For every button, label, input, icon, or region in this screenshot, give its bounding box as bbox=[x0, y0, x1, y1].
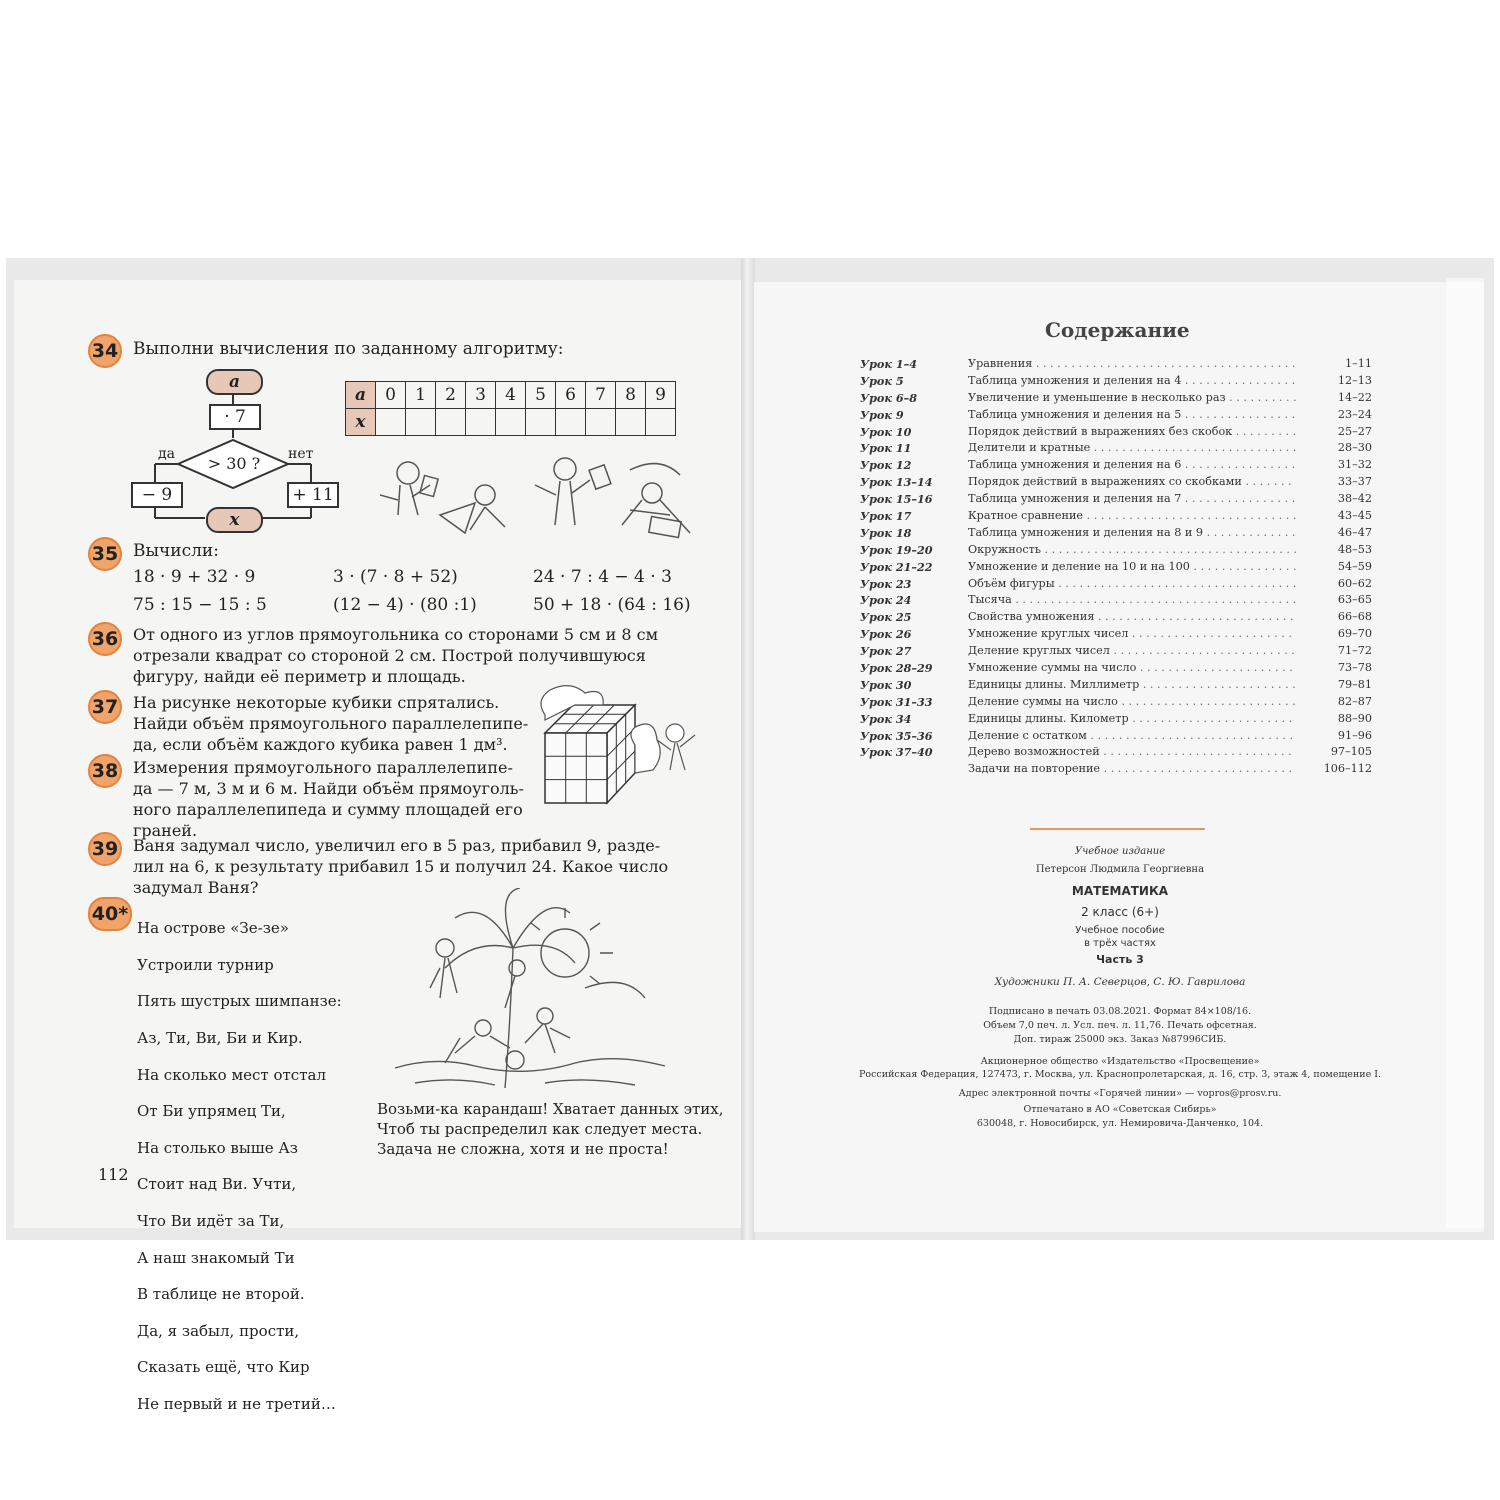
toc-pages: 71–72 bbox=[1337, 644, 1372, 658]
toc-lesson: Урок 19–20 bbox=[860, 542, 933, 557]
toc-pages: 25–27 bbox=[1337, 424, 1372, 438]
edition-type: Учебное издание bbox=[1074, 846, 1166, 857]
toc-topic: Таблица умножения и деления на 6 . . . bbox=[968, 457, 1296, 474]
publisher: Акционерное общество «Издательство «Просвещение» bbox=[980, 1056, 1260, 1067]
text-line: На рисунке некоторые кубики спрятались. bbox=[133, 693, 500, 712]
expression: 18 · 9 + 32 · 9 bbox=[133, 567, 256, 587]
toc-topic: Задачи на повторение . . . bbox=[968, 761, 1296, 778]
task-40-poem bbox=[137, 901, 342, 1432]
toc-lesson: Урок 31–33 bbox=[860, 694, 933, 709]
toc-pages: 14–22 bbox=[1337, 390, 1372, 404]
text-line: задумал Ваня? bbox=[133, 878, 259, 897]
island-illustration bbox=[385, 888, 675, 1098]
table-cell: 2 bbox=[436, 382, 466, 409]
toc-row bbox=[860, 491, 1372, 508]
toc-row bbox=[860, 424, 1372, 441]
toc-row bbox=[860, 626, 1372, 643]
toc-pages: 69–70 bbox=[1337, 627, 1372, 641]
task-37-text bbox=[133, 692, 533, 755]
cube-illustration bbox=[535, 685, 710, 815]
table-cell bbox=[526, 409, 556, 436]
toc-lesson: Урок 23 bbox=[860, 576, 912, 591]
toc-row bbox=[860, 474, 1372, 491]
toc-row bbox=[860, 711, 1372, 728]
poem-line: А наш знакомый Ти bbox=[137, 1248, 295, 1267]
task-40-ending bbox=[377, 1099, 724, 1159]
toc-lesson: Урок 6–8 bbox=[860, 390, 917, 405]
toc-row bbox=[860, 643, 1372, 660]
table-cell bbox=[646, 409, 676, 436]
task-number-badge: 39 bbox=[88, 832, 122, 866]
author-name: Петерсон Людмила Георгиевна bbox=[1035, 864, 1205, 875]
expression: 75 : 15 − 15 : 5 bbox=[133, 595, 267, 615]
task-number-badge: 35 bbox=[88, 537, 122, 571]
poem-line: Да, я забыл, прости, bbox=[137, 1321, 300, 1340]
text-line: ного параллелепипеда и сумму площадей его bbox=[133, 800, 523, 819]
print-info: Доп. тираж 25000 экз. Заказ №87996СИБ. bbox=[1013, 1034, 1227, 1045]
toc-row bbox=[860, 660, 1372, 677]
toc-lesson: Урок 15–16 bbox=[860, 492, 933, 507]
table-cell: 9 bbox=[646, 382, 676, 409]
toc-pages: 91–96 bbox=[1337, 728, 1372, 742]
print-info: Объем 7,0 печ. л. Усл. печ. л. 11,76. Печать офсетная. bbox=[983, 1020, 1257, 1031]
part-label: Часть 3 bbox=[1096, 953, 1144, 966]
toc-lesson: Урок 24 bbox=[860, 593, 912, 608]
toc-lesson: Урок 27 bbox=[860, 644, 912, 659]
toc-row bbox=[860, 407, 1372, 424]
toc-pages: 28–30 bbox=[1337, 441, 1372, 455]
toc-pages: 46–47 bbox=[1337, 525, 1372, 539]
poem-line: На сколько мест отстал bbox=[137, 1065, 326, 1084]
toc-lesson: Урок 9 bbox=[860, 407, 904, 422]
toc-lesson: Урок 26 bbox=[860, 627, 912, 642]
table-cell: 7 bbox=[586, 382, 616, 409]
printer-address: 630048, г. Новосибирск, ул. Немировича-Данченко, 104. bbox=[976, 1118, 1264, 1129]
book-gutter bbox=[741, 258, 755, 1240]
toc-pages: 12–13 bbox=[1337, 373, 1372, 387]
text-line: Ваня задумал число, увеличил его в 5 раз, прибавил 9, разде- bbox=[133, 836, 661, 855]
table-cell bbox=[466, 409, 496, 436]
flow-minus-step: − 9 bbox=[131, 482, 183, 508]
toc-topic: Делители и кратные . . . bbox=[968, 440, 1296, 457]
table-cell bbox=[436, 409, 466, 436]
task-number-badge: 37 bbox=[88, 690, 122, 724]
text-line: Измерения прямоугольного параллелепипе- bbox=[133, 758, 513, 777]
flow-plus-step: + 11 bbox=[287, 482, 339, 508]
table-cell: 3 bbox=[466, 382, 496, 409]
toc-lesson: Урок 5 bbox=[860, 373, 904, 388]
table-cell: 8 bbox=[616, 382, 646, 409]
toc-row bbox=[860, 592, 1372, 609]
toc-lesson: Урок 28–29 bbox=[860, 661, 933, 676]
toc-topic: Умножение и деление на 10 и на 100 . . . bbox=[968, 559, 1296, 576]
text-line: Найди объём прямоугольного параллелепипе- bbox=[133, 714, 529, 733]
toc-pages: 73–78 bbox=[1337, 661, 1372, 675]
flow-end: x bbox=[206, 507, 263, 533]
task-number-badge: 40* bbox=[88, 897, 132, 931]
poem-line: Пять шустрых шимпанзе: bbox=[137, 992, 342, 1011]
toc-topic: Тысяча . . . bbox=[968, 592, 1296, 609]
expression: 50 + 18 · (64 : 16) bbox=[533, 595, 691, 615]
poem-line: Аз, Ти, Ви, Би и Кир. bbox=[137, 1029, 303, 1048]
table-cell: 6 bbox=[556, 382, 586, 409]
table-head-x: x bbox=[346, 409, 376, 436]
toc-pages: 1–11 bbox=[1345, 357, 1372, 370]
poem-line: Устроили турнир bbox=[137, 955, 274, 974]
book-type: Учебное пособие bbox=[1075, 925, 1165, 936]
toc-lesson: Урок 13–14 bbox=[860, 475, 933, 490]
toc-topic: Умножение круглых чисел . . . bbox=[968, 626, 1296, 643]
toc-topic: Умножение суммы на число . . . bbox=[968, 660, 1296, 677]
book-parts: в трёх частях bbox=[1084, 938, 1156, 949]
flow-condition: > 30 ? bbox=[207, 454, 261, 473]
separator-line bbox=[1030, 828, 1205, 830]
poem-line: На острове «Зе-зе» bbox=[137, 919, 289, 938]
toc-lesson: Урок 30 bbox=[860, 677, 912, 692]
toc-topic: Таблица умножения и деления на 4 . . . bbox=[968, 373, 1296, 390]
task-number-badge: 36 bbox=[88, 622, 122, 656]
grade-label: 2 класс (6+) bbox=[1081, 905, 1159, 919]
poem-line: Не первый и не третий… bbox=[137, 1395, 336, 1414]
task-34-title: Выполни вычисления по заданному алгоритму: bbox=[133, 339, 564, 359]
toc-row bbox=[860, 525, 1372, 542]
task-36-text bbox=[133, 624, 698, 687]
table-cell: 1 bbox=[406, 382, 436, 409]
page-number: 112 bbox=[98, 1165, 129, 1184]
toc-title: Содержание bbox=[1045, 318, 1190, 342]
toc-row bbox=[860, 559, 1372, 576]
plastic-cover-edge bbox=[1446, 278, 1484, 1228]
table-head-a: a bbox=[346, 382, 376, 409]
flow-start: a bbox=[206, 369, 263, 395]
text-line: фигуру, найди её периметр и площадь. bbox=[133, 667, 466, 686]
toc-topic: Окружность . . . bbox=[968, 542, 1296, 559]
toc-row bbox=[860, 542, 1372, 559]
toc-row bbox=[860, 728, 1372, 745]
toc-topic: Порядок действий в выражениях со скобками . . . bbox=[968, 474, 1296, 491]
toc-lesson: Урок 35–36 bbox=[860, 728, 933, 743]
toc-row bbox=[860, 440, 1372, 457]
toc-pages: 33–37 bbox=[1337, 475, 1372, 489]
poem-line: В таблице не второй. bbox=[137, 1285, 305, 1304]
toc-topic: Кратное сравнение . . . bbox=[968, 508, 1296, 525]
text-line: лил на 6, к результату прибавил 15 и получил 24. Какое число bbox=[133, 857, 669, 876]
toc-pages: 88–90 bbox=[1337, 711, 1372, 725]
expression: 24 · 7 : 4 − 4 · 3 bbox=[533, 567, 672, 587]
toc-pages: 66–68 bbox=[1337, 610, 1372, 624]
flow-yes-label: да bbox=[158, 446, 175, 462]
artists: Художники П. А. Северцов, С. Ю. Гаврилова bbox=[994, 976, 1246, 988]
table-cell: 5 bbox=[526, 382, 556, 409]
toc-topic: Дерево возможностей . . . bbox=[968, 744, 1296, 761]
values-table bbox=[345, 381, 676, 436]
toc-pages: 79–81 bbox=[1337, 677, 1372, 691]
toc-row bbox=[860, 761, 1372, 778]
toc-pages: 48–53 bbox=[1337, 542, 1372, 556]
toc-row bbox=[860, 694, 1372, 711]
toc-topic: Единицы длины. Километр . . . bbox=[968, 711, 1296, 728]
toc-topic: Порядок действий в выражениях без скобок . . . bbox=[968, 424, 1296, 441]
toc-topic: Объём фигуры . . . bbox=[968, 576, 1296, 593]
poem-line: Возьми-ка карандаш! Хватает данных этих, bbox=[377, 1100, 724, 1118]
toc-row bbox=[860, 508, 1372, 525]
toc-topic: Таблица умножения и деления на 8 и 9 . . . bbox=[968, 525, 1296, 542]
toc-pages: 38–42 bbox=[1337, 492, 1372, 506]
toc-lesson: Урок 1–4 bbox=[860, 357, 917, 371]
text-line: да — 7 м, 3 м и 6 м. Найди объём прямоуголь- bbox=[133, 779, 524, 798]
poem-line: Сказать ещё, что Кир bbox=[137, 1358, 310, 1377]
toc-topic: Свойства умножения . . . bbox=[968, 609, 1296, 626]
toc-lesson: Урок 25 bbox=[860, 610, 912, 625]
table-cell bbox=[406, 409, 436, 436]
hotline-email: Адрес электронной почты «Горячей линии» — vopros@prosv.ru. bbox=[958, 1088, 1282, 1099]
publisher-address: Российская Федерация, 127473, г. Москва, ул. Краснопролетарская, д. 16, стр. 3, этаж 4, помещение I. bbox=[859, 1069, 1381, 1080]
toc-row bbox=[860, 356, 1372, 373]
toc-lesson: Урок 17 bbox=[860, 509, 912, 524]
toc-pages: 60–62 bbox=[1337, 576, 1372, 590]
toc-topic: Таблица умножения и деления на 5 . . . bbox=[968, 407, 1296, 424]
poem-line: Чтоб ты распределил как следует места. bbox=[377, 1120, 703, 1138]
table-cell bbox=[376, 409, 406, 436]
toc-pages: 63–65 bbox=[1337, 593, 1372, 607]
toc-lesson: Урок 34 bbox=[860, 711, 912, 726]
subject-title: МАТЕМАТИКА bbox=[1071, 884, 1169, 898]
poem-line: От Би упрямец Ти, bbox=[137, 1102, 286, 1121]
print-info: Подписано в печать 03.08.2021. Формат 84×108/16. bbox=[988, 1006, 1252, 1017]
printer: Отпечатано в АО «Советская Сибирь» bbox=[1023, 1104, 1217, 1115]
expression: (12 − 4) · (80 :1) bbox=[333, 595, 477, 615]
toc-pages: 31–32 bbox=[1337, 458, 1372, 472]
toc-topic: Деление суммы на число . . . bbox=[968, 694, 1296, 711]
task-38-text bbox=[133, 757, 533, 841]
toc-pages: 43–45 bbox=[1337, 509, 1372, 523]
toc-pages: 106–112 bbox=[1323, 762, 1372, 776]
toc-topic: Таблица умножения и деления на 7 . . . bbox=[968, 491, 1296, 508]
text-line: От одного из углов прямоугольника со сторонами 5 см и 8 см bbox=[133, 625, 659, 644]
toc-list bbox=[860, 356, 1372, 778]
poem-line: На столько выше Аз bbox=[137, 1138, 298, 1157]
text-line: отрезали квадрат со стороной 2 см. Построй получившуюся bbox=[133, 646, 646, 665]
toc-lesson: Урок 18 bbox=[860, 525, 912, 540]
toc-row bbox=[860, 744, 1372, 761]
toc-topic: Деление круглых чисел . . . bbox=[968, 643, 1296, 660]
toc-lesson: Урок 21–22 bbox=[860, 559, 933, 574]
toc-row bbox=[860, 457, 1372, 474]
table-cell: 4 bbox=[496, 382, 526, 409]
toc-pages: 97–105 bbox=[1330, 745, 1372, 759]
toc-lesson: Урок 37–40 bbox=[860, 745, 933, 760]
task-number-badge: 34 bbox=[88, 334, 122, 368]
flow-multiply-step: · 7 bbox=[209, 404, 261, 430]
toc-lesson: Урок 10 bbox=[860, 424, 912, 439]
text-line: граней. bbox=[133, 821, 198, 840]
toc-pages: 54–59 bbox=[1337, 559, 1372, 573]
toc-pages: 23–24 bbox=[1337, 407, 1372, 421]
poem-line: Что Ви идёт за Ти, bbox=[137, 1212, 285, 1231]
table-cell: 0 bbox=[376, 382, 406, 409]
toc-topic: Деление с остатком . . . bbox=[968, 728, 1296, 745]
toc-row bbox=[860, 677, 1372, 694]
toc-lesson: Урок 12 bbox=[860, 458, 912, 473]
poem-line: Стоит над Ви. Учти, bbox=[137, 1175, 297, 1194]
toc-row bbox=[860, 576, 1372, 593]
toc-lesson: Урок 11 bbox=[860, 441, 912, 456]
expression: 3 · (7 · 8 + 52) bbox=[333, 567, 458, 587]
toc-topic: Единицы длины. Миллиметр . . . bbox=[968, 677, 1296, 694]
toc-row bbox=[860, 390, 1372, 407]
text-line: да, если объём каждого кубика равен 1 дм³. bbox=[133, 735, 508, 754]
flow-no-label: нет bbox=[288, 446, 314, 462]
poem-line: Задача не сложна, хотя и не проста! bbox=[377, 1140, 669, 1158]
table-cell bbox=[496, 409, 526, 436]
table-cell bbox=[616, 409, 646, 436]
toc-topic: Уравнения . . . bbox=[968, 356, 1296, 373]
table-cell bbox=[556, 409, 586, 436]
toc-row bbox=[860, 373, 1372, 390]
toc-row bbox=[860, 609, 1372, 626]
task-35-title: Вычисли: bbox=[133, 541, 219, 561]
table-cell bbox=[586, 409, 616, 436]
toc-topic: Увеличение и уменьшение в несколько раз . . . bbox=[968, 390, 1296, 407]
monkeys-illustration bbox=[360, 455, 705, 540]
toc-pages: 82–87 bbox=[1337, 694, 1372, 708]
task-number-badge: 38 bbox=[88, 754, 122, 788]
